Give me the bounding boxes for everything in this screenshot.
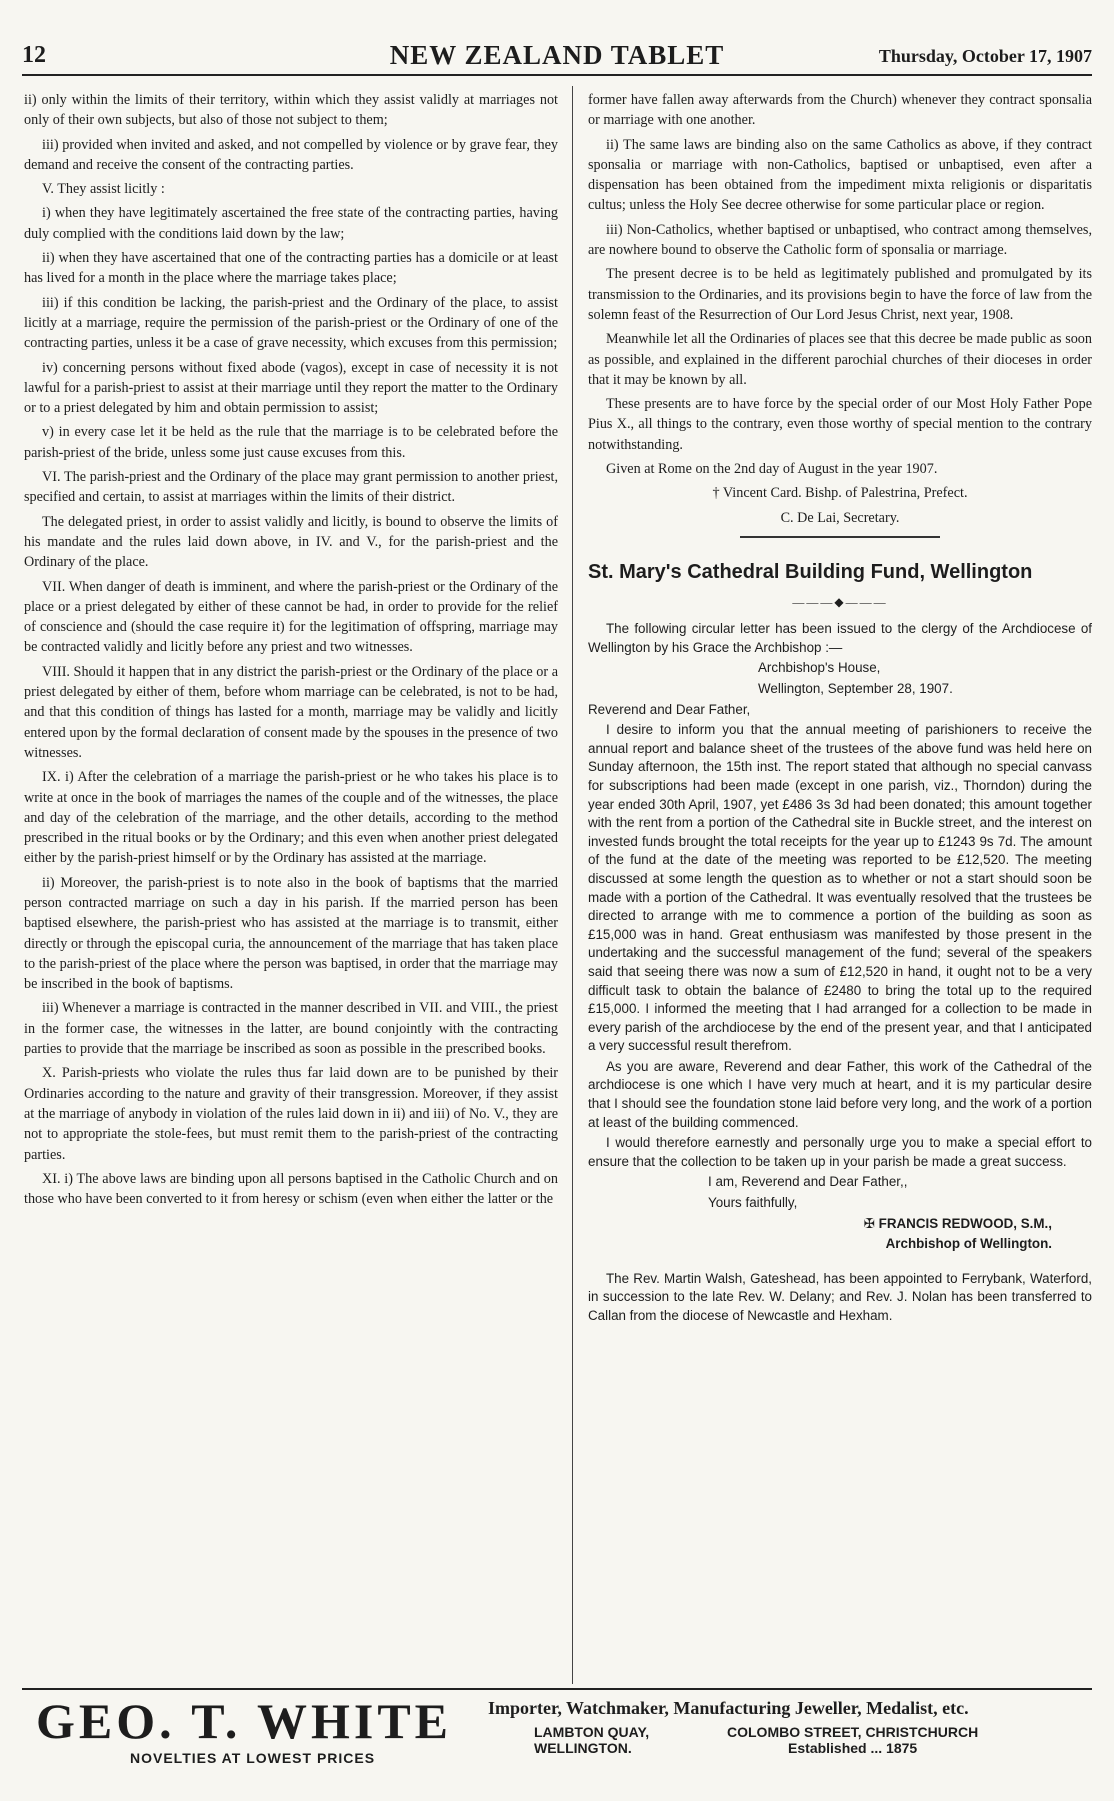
heading-ornament: ———◆——— [792,594,888,609]
letter-salutation: Reverend and Dear Father, [588,701,751,717]
established-line: Established ... 1875 [788,1740,918,1756]
decree-paragraph: These presents are to have force by the special order of our Most Holy Father Pope Pius X., all things to the contrary, even those worthy of special mention to the contrary notwithstanding. [588,396,1092,453]
circular-letter [588,620,1092,1325]
newspaper-page [22,0,1092,1801]
decree-paragraph: iii) Whenever a marriage is contracted in the manner described in VII. and VIII., the priest in the former case, the witnesses in the latter, are bound conjointly with the contracting parties to provide that the marriage be inscribed as soon as possible in the prescribed books. [24,1000,558,1058]
decree-paragraph: iii) Non-Catholics, whether baptised or unbaptised, who contract among themselves, are nowhere bound to observe the Catholic form of sponsalia or marriage. [588,221,1092,259]
decree-paragraph: VII. When danger of death is imminent, and where the parish-priest or the Ordinary of the place or a priest delegated by either of these cannot be had, in order to provide for the relief of conscience and (should the case require it) for the legitimation of offspring, marriage may be contracted validly and licitly before any priest and two witnesses. [24,578,558,656]
decree-paragraph: The present decree is to be held as legitimately published and promulgated by its transmission to the Ordinaries, and its provisions begin to have the force of law from the solemn feast of the Resurrection of Our Lord Jesus Christ, next year, 1908. [588,266,1092,323]
decree-paragraph: XI. i) The above laws are binding upon all persons baptised in the Catholic Church and on those who have been converted to it from heresy or schism (even when either the latter or the [24,1170,558,1208]
advertiser-tagline: NOVELTIES AT LOWEST PRICES [130,1750,376,1766]
letter-address-line: Archbishop's House, [758,660,881,676]
letter-closing: I am, Reverend and Dear Father,, [708,1174,908,1190]
decree-paragraph: V. They assist licitly : [42,181,165,198]
masthead-rule [22,74,1092,76]
decree-paragraph: i) when they have legitimately ascertained the free state of the contracting parties, having duly complied with the conditions laid down by the law; [24,205,558,242]
advertiser-address-wellington [534,1724,649,1756]
decree-given-line: Given at Rome on the 2nd day of August in the year 1907. [606,461,938,478]
advertiser-address-christchurch [727,1724,978,1756]
decree-paragraph: iii) if this condition be lacking, the parish-priest and the Ordinary of the place, to assist licitly at a marriage, require the permission of the parish-priest or the Ordinary of one of the contracting parties, unless it be a case of grave necessity, which excuses from this permission; [24,294,558,352]
decree-paragraph: ii) when they have ascertained that one of the contracting parties has a domicile or at least has lived for a month in the place where the marriage takes place; [24,250,558,287]
decree-paragraph: Meanwhile let all the Ordinaries of places see that this decree be made public as soon as possible, and explained in the different parochial churches of their dioceses in order that it may be known by all. [588,331,1092,388]
decree-signature-secretary: C. De Lai, Secretary. [780,509,900,526]
article-heading: St. Mary's Cathedral Building Fund, Wellington [588,560,1033,583]
decree-paragraph: IX. i) After the celebration of a marriage the parish-priest or he who takes his place is to write at once in the book of marriages the names of the couple and of the witnesses, the place and day of the celebration of the marriage, and the other details, according to the method prescribed in the ritual books or by the Ordinary; and this even when another priest delegated either by the parish-priest himself or by the Ordinary has assisted at the marriage. [24,769,558,867]
newspaper-title: NEW ZEALAND TABLET [389,40,725,70]
column-divider [572,86,573,1684]
letter-intro: The following circular letter has been issued to the clergy of the Archdiocese of Wellington by his Grace the Archbishop :— [588,621,1092,655]
letter-paragraph: I desire to inform you that the annual meeting of parishioners to receive the annual report and balance sheet of the trustees of the above fund was held here on Sunday afternoon, the 15th inst. The report stated that although no special canvass for subscriptions had been made (except in one parish, viz., Thorndon) during the year ended 30th April, 1907, yet £486 3s 3d had been donated; this amount together with the rent from a portion of the Cathedral site in Buckle street, and the interest on invested funds brought the total receipts for the year up to £1243 9s 7d. The amount of the fund at the date of the meeting was reported to be £12,520. The meeting discussed at some length the question as to whether or not a start should soon be made with a portion of the Cathedral. It was eventually resolved that the trustees be directed to arrange with me to commence a portion of the building as soon as £15,000 was in hand. Great enthusiasm was manifested by those present in the undertaking and the successful management of the fund; several of the speakers said that seeing there was now a sum of £12,520 in hand, it ought not to be a very difficult task to obtain the balance of £2480 to bring the total up to the required £15,000. I informed the meeting that I had arranged for a collection to be made in every parish of the archdiocese by the end of the present year, and that I anticipated a very successful result therefrom. [588,722,1092,1054]
letter-date-line: Wellington, September 28, 1907. [758,681,953,697]
decree-paragraph: iii) provided when invited and asked, and not compelled by violence or by grave fear, they demand and receive the consent of the contracting parties. [24,136,558,173]
right-column [588,90,1092,1682]
advertiser-name: GEO. T. WHITE [36,1693,453,1749]
letter-paragraph: I would therefore earnestly and personally urge you to make a special effort to ensure that the collection to be taken up in your parish be made a great success. [588,1135,1092,1169]
section-rule [740,536,940,538]
address-line: LAMBTON QUAY, [534,1724,650,1740]
address-line: WELLINGTON. [534,1740,632,1756]
issue-date: Thursday, October 17, 1907 [878,46,1092,66]
decree-paragraph: former have fallen away afterwards from the Church) whenever they contract sponsalia or marriage with one another. [588,92,1092,129]
decree-paragraph: The delegated priest, in order to assist validly and licitly, is bound to observe the limits of his mandate and the rules laid down above, in IV. and V., for the parish-priest and the Ordinary of the place. [24,513,558,571]
letter-closing: Yours faithfully, [708,1195,798,1211]
left-column [24,90,558,1682]
letter-paragraph: As you are aware, Reverend and dear Father, this work of the Cathedral of the archdiocese is one which I have very much at heart, and it is my particular desire that I should see the foundation stone laid before very long, and the work of a portion at least of the building commenced. [588,1058,1092,1130]
decree-paragraph: v) in every case let it be held as the rule that the marriage is to be celebrated before the parish-priest of the bride, unless some just cause excuses from this. [24,424,558,461]
page-number: 12 [22,42,46,68]
advertiser-trades: Importer, Watchmaker, Manufacturing Jeweller, Medalist, etc. [488,1698,969,1718]
decree-paragraph: ii) only within the limits of their territory, within which they assist validly at marriages not only of their own subjects, but also of those not subject to them; [24,92,558,129]
address-line: COLOMBO STREET, CHRISTCHURCH [727,1724,979,1740]
decree-signature-prefect: † Vincent Card. Bishp. of Palestrina, Prefect. [712,485,968,502]
advertisement-rule [22,1688,1092,1690]
letter-signature-title: Archbishop of Wellington. [885,1236,1052,1252]
decree-paragraph: iv) concerning persons without fixed abode (vagos), except in case of necessity it is not lawful for a parish-priest to assist at their marriage until they report the matter to the Ordinary or to a priest delegated by him and obtain permission to assist; [24,359,558,417]
masthead [22,40,1092,74]
decree-paragraph: ii) Moreover, the parish-priest is to note also in the book of baptisms that the married person contracted marriage on such a day in his parish. If the married person has been baptised elsewhere, the parish-priest who has assisted at the marriage is to transmit, either directly or through the episcopal curia, the announcement of the marriage that has taken place to the parish-priest of the place where the person was baptised, in order that the marriage may be inscribed in the book of baptisms. [24,874,558,993]
letter-signature-name: ✠ FRANCIS REDWOOD, S.M., [863,1215,1052,1231]
decree-paragraph: VIII. Should it happen that in any district the parish-priest or the Ordinary of the place or a priest delegated by either of them, before whom marriage can be celebrated, is not to be had, and that this condition of things has lasted for a month, marriage may be validly and licitly entered upon by the formal declaration of consent made by the spouses in the presence of two witnesses. [24,663,558,761]
spacer [588,1256,1092,1270]
decree-paragraph: VI. The parish-priest and the Ordinary of the place may grant permission to another priest, specified and certain, to assist at marriages within the limits of their district. [24,469,558,506]
decree-paragraph: X. Parish-priests who violate the rules thus far laid down are to be punished by their Ordinaries according to the nature and gravity of their transgression. Moreover, if they assist at the marriage of anybody in violation of the rules laid down in ii) and iii) of No. V., they are not to appropriate the stole-fees, but must remit them to the parish-priest of the contracting parties. [24,1065,558,1163]
decree-paragraph: ii) The same laws are binding also on the same Catholics as above, if they contract sponsalia or marriage with non-Catholics, baptised or unbaptised, even after a dispensation has been obtained from the impediment mixta religionis or disparitatis cultus; unless the Holy See decree otherwise for some particular place or region. [588,136,1092,214]
clergy-notice: The Rev. Martin Walsh, Gateshead, has been appointed to Ferrybank, Waterford, in succession to the late Rev. W. Delany; and Rev. J. Nolan has been transferred to Callan from the diocese of Newcastle and Hexham. [588,1270,1092,1324]
advertisement [22,1694,1092,1794]
